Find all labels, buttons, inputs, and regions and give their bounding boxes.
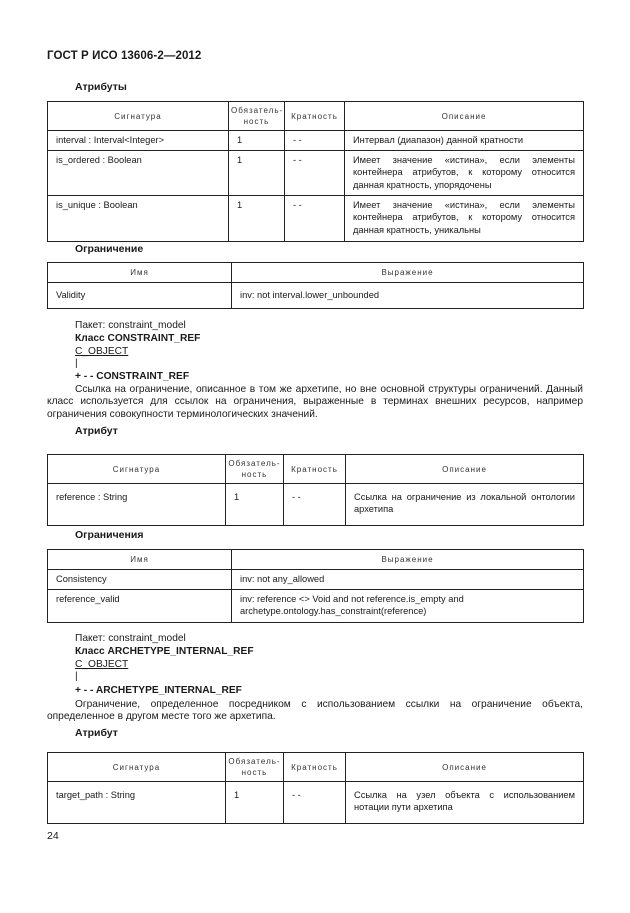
cell-mandatory: 1 (226, 484, 284, 526)
document-header: ГОСТ Р ИСО 13606-2—2012 (47, 50, 202, 62)
parent-class: C_OBJECT (75, 659, 129, 670)
page-number: 24 (47, 830, 59, 842)
table-row (48, 131, 584, 151)
class-name: Класс CONSTRAINT_REF (75, 333, 201, 344)
col-header-description: Описание (346, 753, 584, 782)
class-description: Ограничение, определенное посредником с использованием ссылки на ограничение объекта, определенное в другом месте того же архетипа. (47, 699, 583, 723)
table-row (48, 283, 584, 309)
col-header-name: Имя (48, 263, 232, 283)
table-row (48, 151, 584, 196)
section-title-attribute: Атрибут (75, 425, 118, 437)
table-row (48, 590, 584, 623)
cell-expression: inv: reference <> Void and not reference.is_empty and archetype.ontology.has_constraint(reference) (232, 590, 584, 623)
class-name: Класс ARCHETYPE_INTERNAL_REF (75, 646, 254, 657)
cell-signature: reference : String (48, 484, 226, 526)
section-title-constraints: Ограничения (75, 529, 144, 541)
col-header-signature: Сигнатура (48, 455, 226, 484)
col-header-mandatory: Обязатель-ность (226, 455, 284, 484)
section-title-constraint: Ограничение (75, 243, 144, 255)
col-header-description: Описание (346, 455, 584, 484)
class-description: Ссылка на ограничение, описанное в том же архетипе, но вне основной структуры ограничений. Данный класс используется для ссылок на ограничения, выраженные в терминах внешних ресурсов, например ограничения совокупности терминологических значений. (47, 384, 583, 420)
cell-mandatory: 1 (229, 151, 285, 196)
col-header-mandatory: Обязатель-ность (229, 102, 285, 131)
cell-multiplicity: - - (285, 151, 345, 196)
col-header-description: Описание (345, 102, 584, 131)
constraint-table (47, 262, 584, 309)
derived-class: + - - ARCHETYPE_INTERNAL_REF (75, 685, 242, 696)
cell-description: Ссылка на узел объекта с использованием нотации пути архетипа (346, 782, 584, 824)
col-header-name: Имя (48, 550, 232, 570)
cell-multiplicity: - - (284, 484, 346, 526)
attribute-table-constraint-ref (47, 454, 584, 526)
cell-name: Validity (48, 283, 232, 309)
cell-multiplicity: - - (285, 196, 345, 242)
cell-description: Интервал (диапазон) данной кратности (345, 131, 584, 151)
cell-name: Consistency (48, 570, 232, 590)
parent-class: C_OBJECT (75, 346, 129, 357)
cell-multiplicity: - - (284, 782, 346, 824)
col-header-expression: Выражение (232, 550, 584, 570)
col-header-signature: Сигнатура (48, 102, 229, 131)
col-header-multiplicity: Кратность (284, 455, 346, 484)
col-header-mandatory: Обязатель-ность (226, 753, 284, 782)
package-line: Пакет: constraint_model (75, 320, 186, 331)
attributes-table (47, 101, 584, 242)
col-header-expression: Выражение (232, 263, 584, 283)
cell-description: Ссылка на ограничение из локальной онтологии архетипа (346, 484, 584, 526)
cell-description: Имеет значение «истина», если элементы контейнера атрибутов, к которому относится данная кратность, упорядочены (345, 151, 584, 196)
constraints-table-constraint-ref (47, 549, 584, 623)
attribute-table-archetype-internal-ref (47, 752, 584, 824)
cell-description: Имеет значение «истина», если элементы контейнера атрибутов, к которому относится данная кратность, уникальны (345, 196, 584, 242)
cell-mandatory: 1 (229, 196, 285, 242)
cell-signature: is_ordered : Boolean (48, 151, 229, 196)
cell-mandatory: 1 (226, 782, 284, 824)
cell-name: reference_valid (48, 590, 232, 623)
col-header-multiplicity: Кратность (284, 753, 346, 782)
col-header-multiplicity: Кратность (285, 102, 345, 131)
derived-class: + - - CONSTRAINT_REF (75, 371, 190, 382)
cell-signature: target_path : String (48, 782, 226, 824)
section-title-attributes: Атрибуты (75, 81, 127, 93)
cell-expression: inv: not any_allowed (232, 570, 584, 590)
table-row (48, 484, 584, 526)
col-header-signature: Сигнатура (48, 753, 226, 782)
hierarchy-bar: | (75, 671, 78, 682)
cell-mandatory: 1 (229, 131, 285, 151)
hierarchy-bar: | (75, 358, 78, 369)
cell-signature: interval : Interval<Integer> (48, 131, 229, 151)
package-line: Пакет: constraint_model (75, 633, 186, 644)
cell-expression: inv: not interval.lower_unbounded (232, 283, 584, 309)
table-row (48, 782, 584, 824)
section-title-attribute: Атрибут (75, 727, 118, 739)
cell-multiplicity: - - (285, 131, 345, 151)
cell-signature: is_unique : Boolean (48, 196, 229, 242)
table-row (48, 196, 584, 242)
table-row (48, 570, 584, 590)
